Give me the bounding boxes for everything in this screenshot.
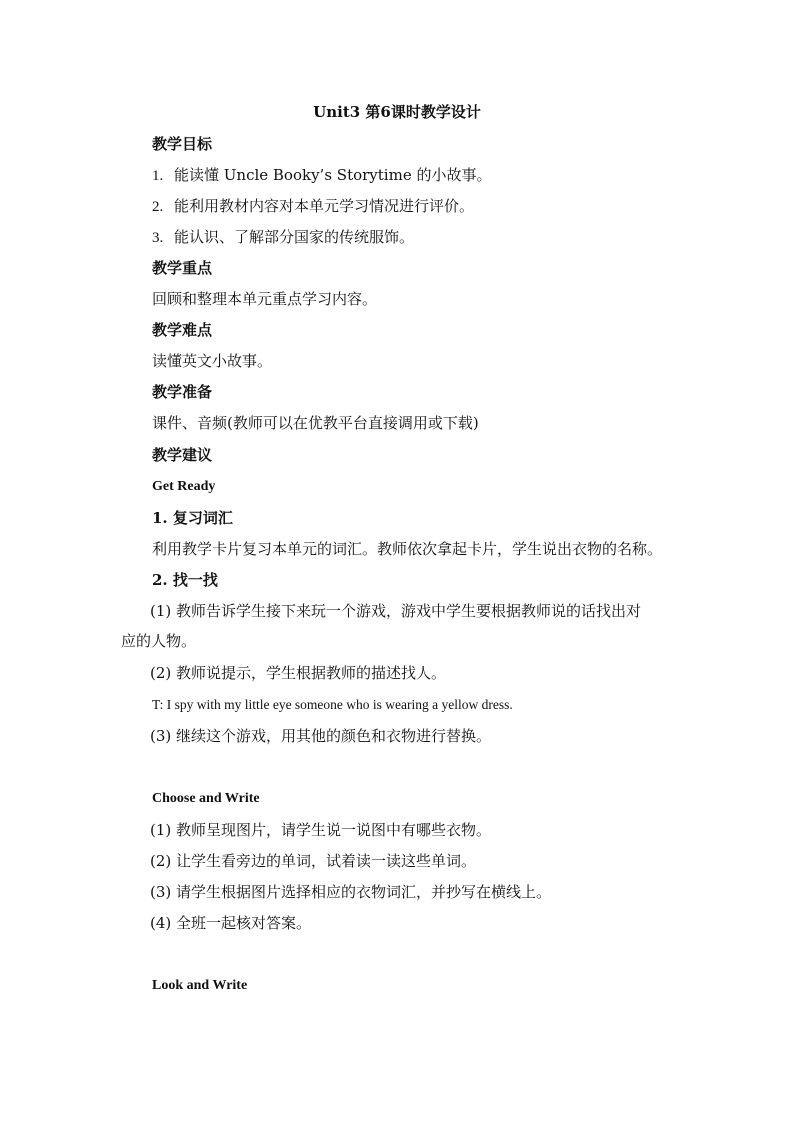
find-game-item-3: (3) 继续这个游戏，用其他的颜色和衣物进行替换。	[150, 727, 492, 745]
difficulties-heading: 教学难点	[152, 321, 213, 339]
objective-item-3-number: 3.	[152, 230, 164, 246]
objective-item-1-number: 1.	[152, 168, 164, 184]
choose-and-write-item-3: (3) 请学生根据图片选择相应的衣物词汇，并抄写在横线上。	[150, 883, 552, 901]
objective-item-1	[152, 165, 491, 186]
review-vocabulary-heading: 1. 复习词汇	[152, 509, 233, 527]
key-points-text: 回顾和整理本单元重点学习内容。	[152, 290, 378, 308]
choose-and-write-item-4: (4) 全班一起核对答案。	[150, 914, 312, 932]
page-title: Unit3 第6课时教学设计	[313, 103, 481, 121]
key-points-heading: 教学重点	[152, 259, 213, 277]
find-game-example: T: I spy with my little eye someone who is wearing a yellow dress.	[152, 697, 513, 712]
objective-item-2	[152, 196, 474, 217]
find-game-item-2: (2) 教师说提示，学生根据教师的描述找人。	[150, 664, 447, 682]
objective-item-3	[152, 227, 414, 248]
objective-item-1-text: 能读懂 Uncle Booky’s Storytime 的小故事。	[174, 166, 492, 184]
get-ready-heading: Get Ready	[152, 479, 216, 494]
review-vocabulary-text: 利用教学卡片复习本单元的词汇。教师依次拿起卡片，学生说出衣物的名称。	[152, 540, 663, 558]
objective-item-2-number: 2.	[152, 199, 164, 215]
preparation-heading: 教学准备	[152, 383, 213, 401]
find-game-heading: 2. 找一找	[152, 571, 218, 589]
find-game-item-1-line-2: 应的人物。	[121, 632, 197, 650]
objective-item-2-text: 能利用教材内容对本单元学习情况进行评价。	[174, 197, 475, 215]
difficulties-text: 读懂英文小故事。	[152, 352, 273, 370]
find-game-item-1-line-1: (1) 教师告诉学生接下来玩一个游戏，游戏中学生要根据教师说的话找出对	[150, 602, 642, 620]
suggestions-heading: 教学建议	[152, 446, 213, 464]
preparation-text: 课件、音频(教师可以在优教平台直接调用或下载)	[152, 414, 479, 432]
choose-and-write-item-1: (1) 教师呈现图片，请学生说一说图中有哪些衣物。	[150, 821, 492, 839]
choose-and-write-heading: Choose and Write	[152, 791, 260, 806]
objectives-heading: 教学目标	[152, 135, 213, 153]
objective-item-3-text: 能认识、了解部分国家的传统服饰。	[174, 228, 415, 246]
choose-and-write-item-2: (2) 让学生看旁边的单词，试着读一读这些单词。	[150, 852, 477, 870]
look-and-write-heading: Look and Write	[152, 978, 248, 993]
